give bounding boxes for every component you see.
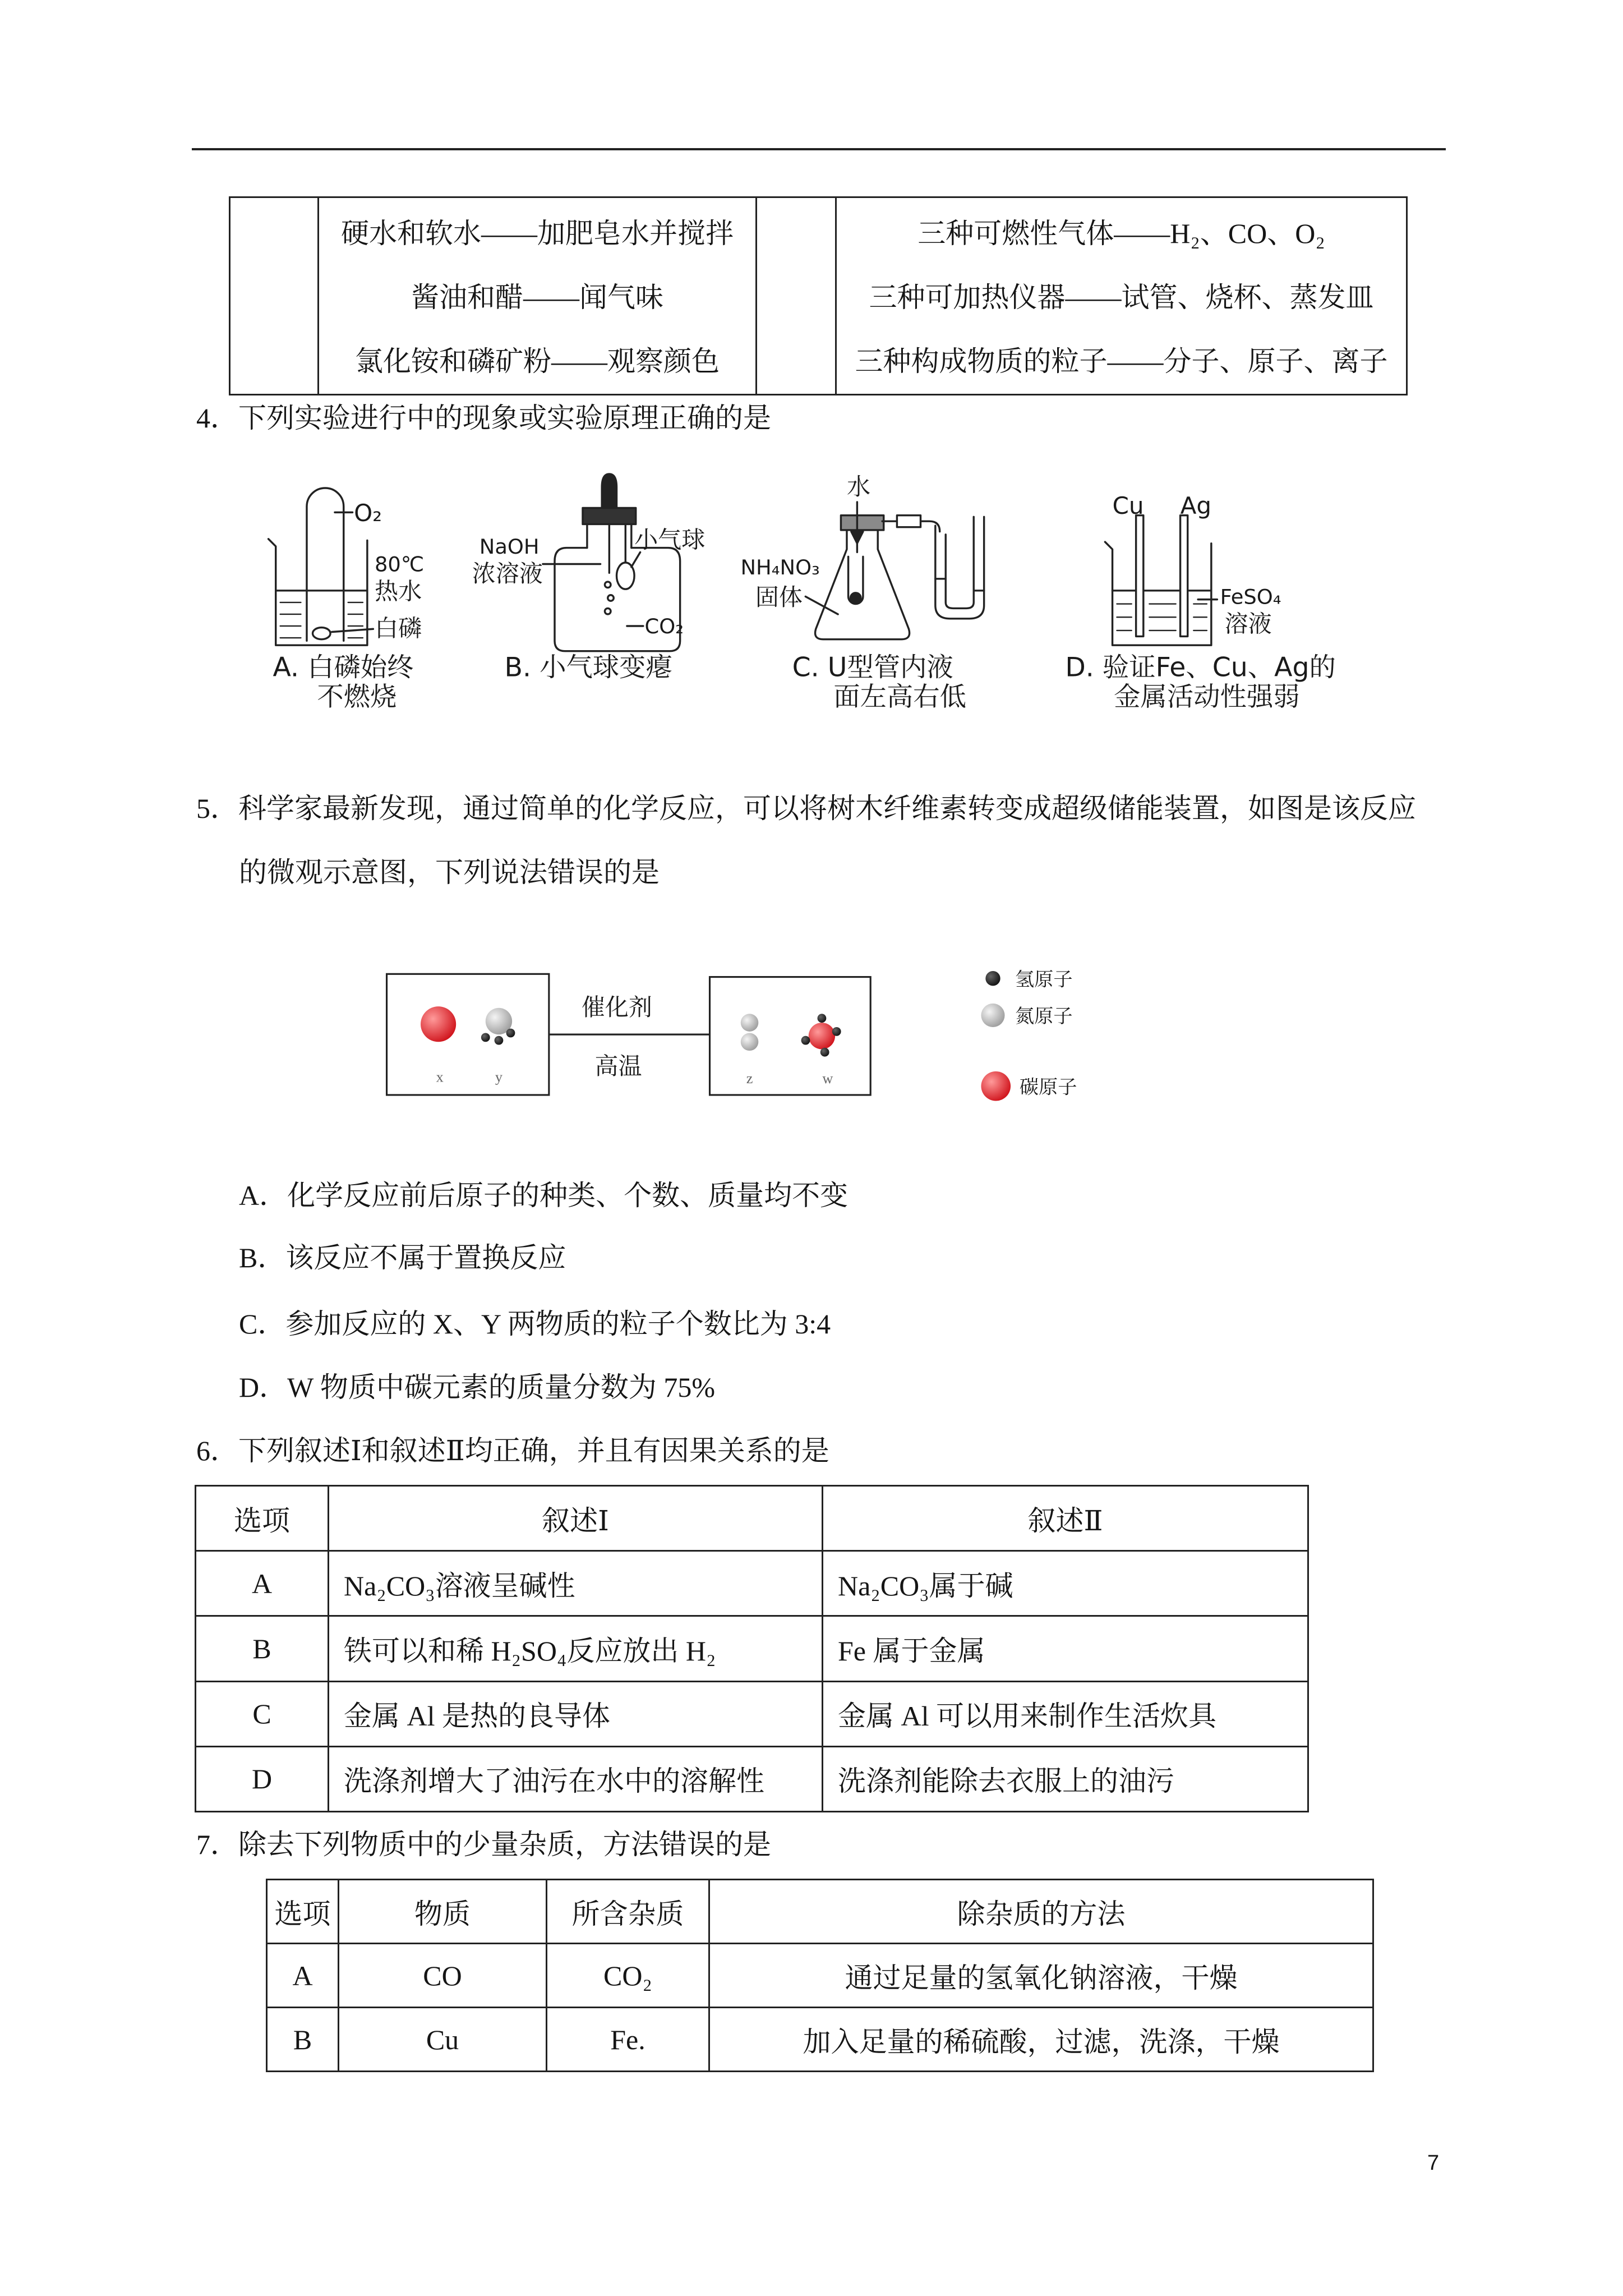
label-w: w (822, 1070, 833, 1087)
q3-table-row (230, 197, 1407, 395)
figure-c-caption: 面左高右低 (833, 682, 966, 713)
q7-header-method: 除杂质的方法 (709, 1880, 1373, 1944)
q3-left-items-cell (319, 197, 757, 395)
figure-a-caption: A. 白磷始终 (273, 652, 414, 683)
q7-impurity-cell: CO₂ (547, 1944, 709, 2008)
q4-stem: 4．下列实验进行中的现象或实验原理正确的是 (196, 402, 771, 434)
naoh-drops (605, 582, 614, 614)
o2-label: O₂ (354, 499, 382, 527)
q7-header-substance: 物质 (339, 1880, 547, 1944)
white-phosphorus (313, 628, 331, 639)
solution-hatch-d (1117, 604, 1206, 631)
figure-a-caption: 不燃烧 (317, 682, 397, 713)
product-box (710, 977, 871, 1095)
q7-option-cell: B (267, 2008, 339, 2072)
u-tube-outer (935, 517, 984, 619)
q7-table (266, 1879, 1374, 2072)
reactant-box (387, 974, 549, 1095)
white-phosphorus-label: 白磷 (375, 614, 422, 642)
table-row (196, 1616, 1308, 1681)
q3-right-item: 三种构成物质的粒子——分子、原子、离子 (855, 346, 1388, 377)
hot-water-label: 热水 (375, 577, 422, 605)
figure-c-caption: C. U型管内液 (792, 652, 953, 683)
table-row (267, 2008, 1373, 2072)
label-x: x (436, 1069, 444, 1085)
q6-header-statement-1: 叙述Ⅰ (329, 1486, 823, 1551)
ag-label: Ag (1180, 492, 1212, 520)
inner-tube-solid (851, 593, 861, 603)
rubber-connector (897, 516, 920, 527)
q5-option-c: C．参加反应的 X、Y 两物质的粒子个数比为 3:4 (239, 1308, 831, 1340)
molecule-z (741, 1014, 759, 1051)
solution-label: 溶液 (1224, 610, 1272, 638)
q3-left-item: 氯化铵和磷矿粉——观察颜色 (355, 346, 720, 377)
inverted-test-tube (307, 488, 344, 641)
nitrogen-legend-label: 氮原子 (1015, 1005, 1073, 1028)
carbon-legend-label: 碳原子 (1019, 1076, 1077, 1099)
q6-statement-1-cell: 铁可以和稀 H₂SO₄反应放出 H₂ (329, 1616, 823, 1681)
q7-method-cell: 通过足量的氢氧化钠溶液，干燥 (709, 1944, 1373, 2008)
table-row (196, 1681, 1308, 1746)
q6-option-cell: A (196, 1551, 329, 1616)
q5-option-d: D．W 物质中碳元素的质量分数为 75% (239, 1372, 716, 1403)
q5-stem-line: 的微观示意图，下列说法错误的是 (239, 857, 660, 888)
q3-options-table (229, 196, 1408, 395)
carbon-legend-dot (981, 1071, 1011, 1101)
q6-statement-2-cell: 金属 Al 可以用来制作生活炊具 (823, 1681, 1308, 1746)
condition-label: 高温 (594, 1052, 642, 1080)
nh4no3-label: NH₄NO₃ (740, 555, 820, 579)
molecule-w (801, 1014, 841, 1056)
q3-blank-cell (230, 197, 319, 395)
q3-left-item: 硬水和软水——加肥皂水并搅拌 (341, 218, 734, 249)
q7-header-impurity: 所含杂质 (547, 1880, 709, 1944)
nitrogen-legend-dot (981, 1004, 1004, 1027)
q6-option-cell: D (196, 1746, 329, 1811)
q6-header-row (196, 1486, 1308, 1551)
temperature-label: 80℃ (375, 552, 425, 577)
q5-option-b: B．该反应不属于置换反应 (239, 1242, 566, 1273)
atom-legend (981, 968, 1077, 1101)
figure-d-caption: D. 验证Fe、Cu、Ag的 (1065, 652, 1336, 683)
table-row (267, 1944, 1373, 2008)
small-balloon-label: 小气球 (634, 526, 706, 554)
page-number: 7 (1427, 2151, 1440, 2175)
q7-method-cell: 加入足量的稀硫酸，过滤，洗涤，干燥 (709, 2008, 1373, 2072)
q4-figures (251, 465, 1343, 731)
u-tube-inner (946, 517, 974, 608)
cu-label: Cu (1112, 492, 1144, 520)
q3-right-item: 三种可加热仪器——试管、烧杯、蒸发皿 (869, 282, 1374, 313)
q6-statement-2-cell: Na₂CO₃属于碱 (823, 1551, 1308, 1616)
q6-statement-2-cell: 洗涤剂能除去衣服上的油污 (823, 1746, 1308, 1811)
label-z: z (746, 1070, 753, 1087)
q7-impurity-cell: Fe. (547, 2008, 709, 2072)
q6-statement-2-cell: Fe 属于金属 (823, 1616, 1308, 1681)
q6-statement-1-cell: 金属 Al 是热的良导体 (329, 1681, 823, 1746)
table-row (196, 1746, 1308, 1811)
q7-stem: 7．除去下列物质中的少量杂质，方法错误的是 (196, 1829, 771, 1860)
q6-table (195, 1485, 1309, 1812)
q5-stem-line: 5．科学家最新发现，通过简单的化学反应，可以将树木纤维素转变成超级储能装置，如图是该反应 (196, 793, 1416, 824)
co2-label: CO₂ (644, 614, 684, 639)
dropper-bulb (602, 474, 616, 508)
q3-left-item: 酱油和醋——闻气味 (411, 282, 663, 313)
label-y: y (495, 1069, 503, 1085)
q6-option-cell: C (196, 1681, 329, 1746)
q5-option-a: A．化学反应前后原子的种类、个数、质量均不变 (239, 1180, 849, 1211)
q6-header-option: 选项 (196, 1486, 329, 1551)
q7-header-row (267, 1880, 1373, 1944)
catalyst-label: 催化剂 (581, 993, 652, 1021)
header-rule (192, 148, 1446, 150)
q7-substance-cell: CO (339, 1944, 547, 2008)
concentrated-solution-label: 浓溶液 (472, 560, 543, 588)
figure-d-caption: 金属活动性强弱 (1114, 682, 1300, 713)
feso4-label: FeSO₄ (1220, 585, 1281, 609)
table-row (196, 1551, 1308, 1616)
silver-strip (1181, 516, 1188, 637)
molecule-y (481, 1008, 515, 1045)
water-label: 水 (846, 472, 871, 500)
flask-stopper (841, 516, 883, 530)
balloon-leader-line (631, 552, 640, 567)
water-arrow-head (851, 532, 863, 544)
figure-b-caption: B. 小气球变瘪 (504, 652, 672, 683)
figure-d (1105, 516, 1217, 646)
hydrogen-legend-label: 氢原子 (1015, 968, 1073, 991)
q3-right-items-cell (836, 197, 1407, 395)
figure-c (805, 502, 984, 639)
copper-strip (1136, 516, 1144, 637)
q7-header-option: 选项 (267, 1880, 339, 1944)
q3-right-item: 三种可燃性气体——H₂、CO、O₂ (917, 218, 1325, 249)
q3-blank-cell (757, 197, 836, 395)
q7-option-cell: A (267, 1944, 339, 2008)
q6-option-cell: B (196, 1616, 329, 1681)
rubber-stopper (583, 508, 636, 524)
q6-header-statement-2: 叙述Ⅱ (823, 1486, 1308, 1551)
q6-statement-1-cell: 洗涤剂增大了油污在水中的溶解性 (329, 1746, 823, 1811)
naoh-label: NaOH (479, 535, 540, 559)
q6-stem: 6．下列叙述Ⅰ和叙述Ⅱ均正确，并且有因果关系的是 (196, 1435, 829, 1466)
beaker-d (1105, 542, 1211, 645)
q7-substance-cell: Cu (339, 2008, 547, 2072)
q6-statement-1-cell: Na₂CO₃溶液呈碱性 (329, 1551, 823, 1616)
hydrogen-legend-dot (985, 971, 1000, 986)
q5-reaction-diagram (376, 959, 1099, 1107)
carbon-atom-x (421, 1006, 456, 1042)
solid-label: 固体 (755, 583, 803, 611)
